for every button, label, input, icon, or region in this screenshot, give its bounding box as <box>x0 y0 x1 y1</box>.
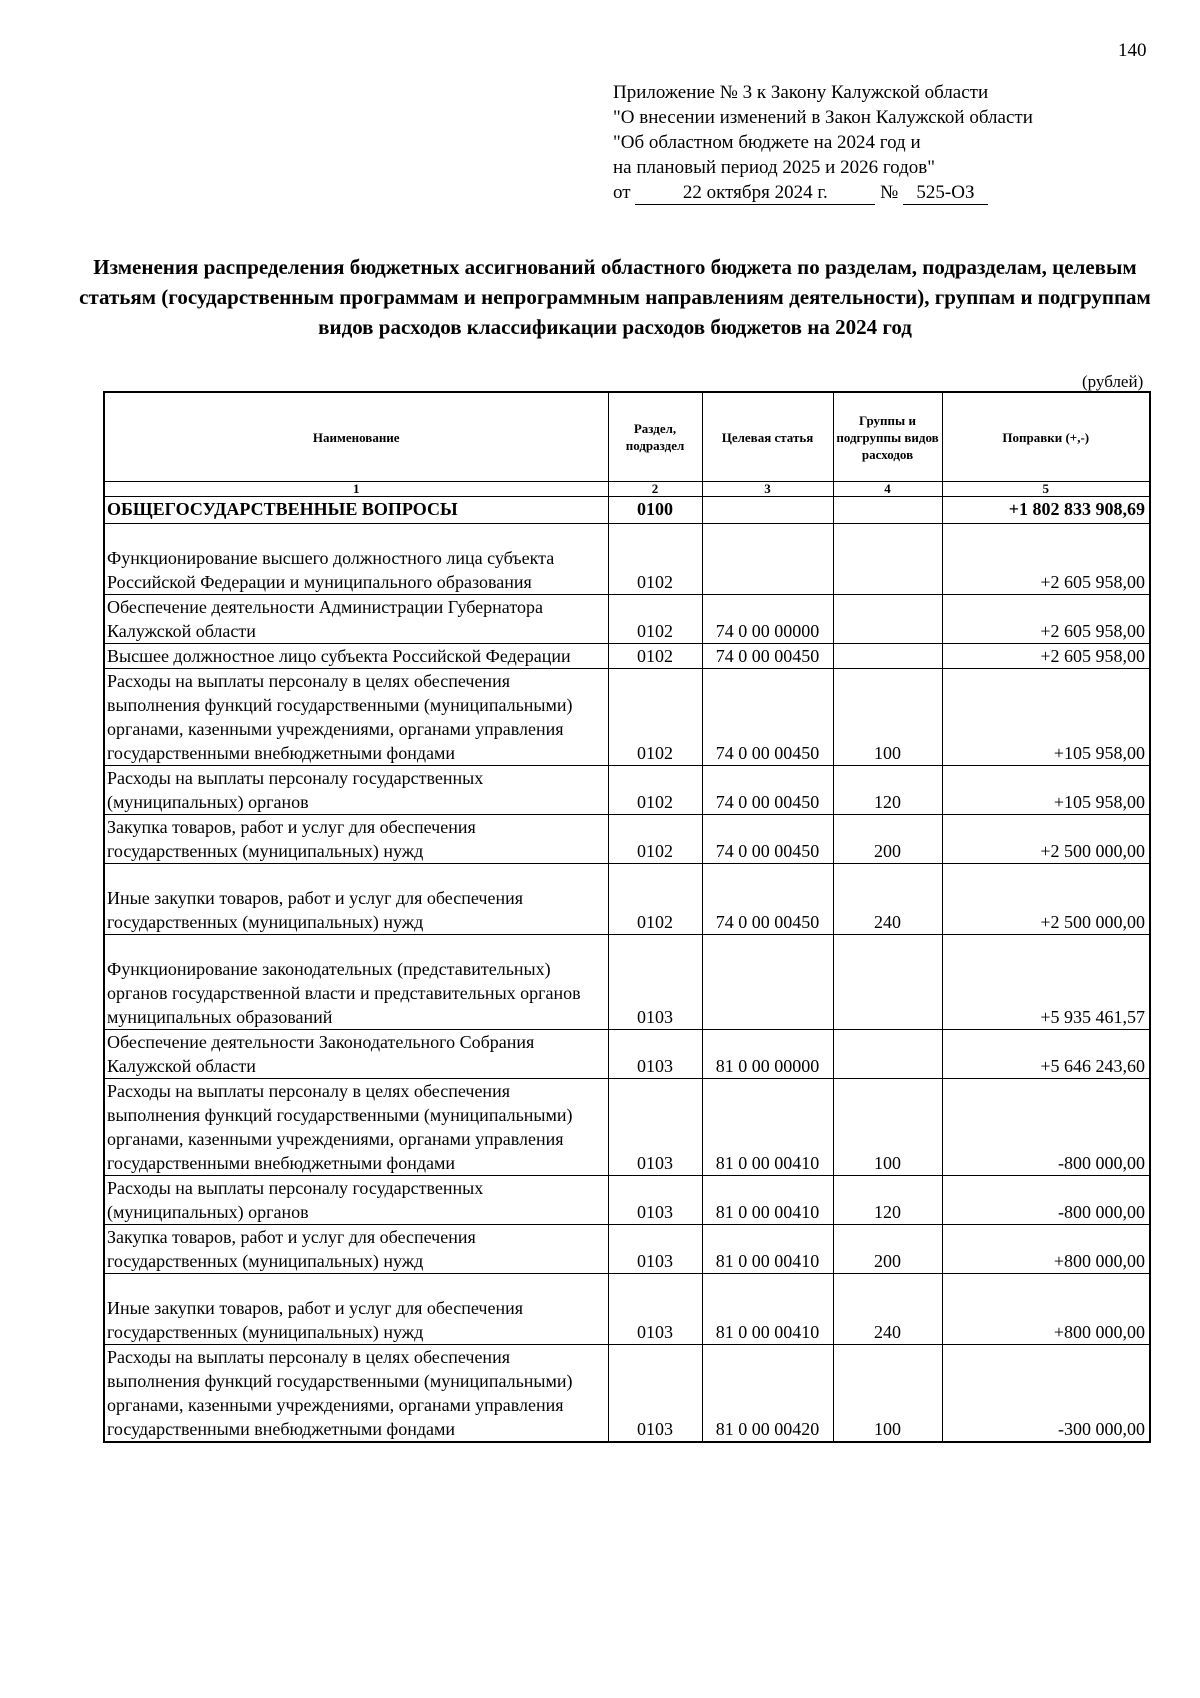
cell-group: 100 <box>833 669 942 766</box>
table-row <box>104 935 1150 1030</box>
cell-amount: -800 000,00 <box>942 1079 1150 1176</box>
date-prefix: от <box>613 182 631 203</box>
cell-section: 0103 <box>608 935 702 1030</box>
cell-article: 74 0 00 00450 <box>702 766 833 815</box>
appendix-line: "О внесении изменений в Закон Калужской области <box>613 107 1033 128</box>
table-row <box>104 524 1150 595</box>
cell-amount: -800 000,00 <box>942 1176 1150 1225</box>
appendix-line: "Об областном бюджете на 2024 год и <box>613 132 921 153</box>
cell-group: 200 <box>833 1225 942 1274</box>
cell-section: 0103 <box>608 1176 702 1225</box>
table-row <box>104 1030 1150 1079</box>
cell-group <box>833 595 942 644</box>
header-name: Наименование <box>104 392 608 482</box>
cell-article: 81 0 00 00410 <box>702 1079 833 1176</box>
cell-amount: +105 958,00 <box>942 669 1150 766</box>
cell-amount: +800 000,00 <box>942 1225 1150 1274</box>
appendix-line: на плановый период 2025 и 2026 годов" <box>613 157 935 178</box>
cell-section: 0103 <box>608 1345 702 1443</box>
table-row <box>104 1079 1150 1176</box>
header-group: Группы и подгруппы видов расходов <box>833 392 942 482</box>
cell-section: 0103 <box>608 1030 702 1079</box>
law-date: 22 октября 2024 г. <box>635 182 875 205</box>
cell-name: Высшее должностное лицо субъекта Российской Федерации <box>104 644 608 669</box>
cell-amount: +2 605 958,00 <box>942 595 1150 644</box>
cell-article: 81 0 00 00410 <box>702 1176 833 1225</box>
table-header-row <box>104 392 1150 482</box>
law-number: 525-ОЗ <box>903 182 988 205</box>
cell-amount: +5 935 461,57 <box>942 935 1150 1030</box>
cell-section: 0103 <box>608 1225 702 1274</box>
cell-name: ОБЩЕГОСУДАРСТВЕННЫЕ ВОПРОСЫ <box>104 497 608 524</box>
appendix-header <box>613 80 1033 205</box>
cell-article: 74 0 00 00450 <box>702 815 833 864</box>
column-numbers-row <box>104 482 1150 497</box>
cell-article: 81 0 00 00410 <box>702 1225 833 1274</box>
cell-amount: +2 605 958,00 <box>942 644 1150 669</box>
cell-section: 0102 <box>608 644 702 669</box>
table-row <box>104 644 1150 669</box>
cell-group <box>833 1030 942 1079</box>
cell-group <box>833 497 942 524</box>
cell-name: Расходы на выплаты персоналу в целях обеспечения выполнения функций государственными (муниципальными) органами, казенными учреждениями, органами управления государственными внебюджетными фондами <box>104 1079 608 1176</box>
cell-name: Расходы на выплаты персоналу государственных (муниципальных) органов <box>104 766 608 815</box>
table-body <box>104 497 1150 1443</box>
column-number: 5 <box>942 482 1150 497</box>
cell-article: 74 0 00 00450 <box>702 644 833 669</box>
cell-amount: +105 958,00 <box>942 766 1150 815</box>
table-row <box>104 1225 1150 1274</box>
cell-name: Иные закупки товаров, работ и услуг для обеспечения государственных (муниципальных) нужд <box>104 864 608 935</box>
cell-section: 0102 <box>608 524 702 595</box>
table-row <box>104 864 1150 935</box>
cell-section: 0102 <box>608 669 702 766</box>
cell-name: Закупка товаров, работ и услуг для обеспечения государственных (муниципальных) нужд <box>104 815 608 864</box>
column-number: 3 <box>702 482 833 497</box>
cell-name: Функционирование высшего должностного лица субъекта Российской Федерации и муниципального образования <box>104 524 608 595</box>
budget-table <box>103 391 1151 1443</box>
table-row <box>104 669 1150 766</box>
number-prefix: № <box>880 182 899 203</box>
column-number: 4 <box>833 482 942 497</box>
cell-group <box>833 935 942 1030</box>
cell-section: 0102 <box>608 864 702 935</box>
table-row <box>104 1176 1150 1225</box>
cell-amount: +5 646 243,60 <box>942 1030 1150 1079</box>
cell-name: Обеспечение деятельности Законодательного Собрания Калужской области <box>104 1030 608 1079</box>
appendix-date-line <box>613 180 1033 205</box>
cell-article: 81 0 00 00000 <box>702 1030 833 1079</box>
cell-section: 0100 <box>608 497 702 524</box>
cell-section: 0103 <box>608 1079 702 1176</box>
document-title: Изменения распределения бюджетных ассигнований областного бюджета по разделам, подразделам, целевым статьям (государственным программам и непрограммным направлениям деятельности), группам и подгруппам видов расходов классификации расходов бюджетов на 2024 год <box>79 255 1151 339</box>
cell-amount: +2 500 000,00 <box>942 815 1150 864</box>
cell-article: 81 0 00 00420 <box>702 1345 833 1443</box>
page-number: 140 <box>1118 40 1147 61</box>
cell-name: Расходы на выплаты персоналу в целях обеспечения выполнения функций государственными (муниципальными) органами, казенными учреждениями, органами управления государственными внебюджетными фондами <box>104 1345 608 1443</box>
table-row <box>104 1274 1150 1345</box>
cell-group: 240 <box>833 1274 942 1345</box>
table-row <box>104 595 1150 644</box>
cell-article <box>702 524 833 595</box>
cell-article: 81 0 00 00410 <box>702 1274 833 1345</box>
section-row <box>104 497 1150 524</box>
header-section: Раздел, подраздел <box>608 392 702 482</box>
cell-amount: -300 000,00 <box>942 1345 1150 1443</box>
cell-article: 74 0 00 00450 <box>702 669 833 766</box>
cell-name: Закупка товаров, работ и услуг для обеспечения государственных (муниципальных) нужд <box>104 1225 608 1274</box>
cell-group <box>833 524 942 595</box>
table-row <box>104 1345 1150 1443</box>
cell-group: 100 <box>833 1345 942 1443</box>
cell-group: 120 <box>833 1176 942 1225</box>
cell-article: 74 0 00 00000 <box>702 595 833 644</box>
table-row <box>104 766 1150 815</box>
cell-amount: +2 500 000,00 <box>942 864 1150 935</box>
cell-section: 0102 <box>608 815 702 864</box>
table-row <box>104 815 1150 864</box>
header-amount: Поправки (+,-) <box>942 392 1150 482</box>
column-number: 1 <box>104 482 608 497</box>
cell-group: 100 <box>833 1079 942 1176</box>
cell-name: Расходы на выплаты персоналу государственных (муниципальных) органов <box>104 1176 608 1225</box>
cell-section: 0102 <box>608 595 702 644</box>
cell-amount: +1 802 833 908,69 <box>942 497 1150 524</box>
header-article: Целевая статья <box>702 392 833 482</box>
cell-name: Функционирование законодательных (представительных) органов государственной власти и представительных органов муниципальных образований <box>104 935 608 1030</box>
cell-amount: +2 605 958,00 <box>942 524 1150 595</box>
cell-article <box>702 935 833 1030</box>
cell-group: 200 <box>833 815 942 864</box>
cell-article: 74 0 00 00450 <box>702 864 833 935</box>
cell-amount: +800 000,00 <box>942 1274 1150 1345</box>
cell-group: 120 <box>833 766 942 815</box>
cell-section: 0102 <box>608 766 702 815</box>
cell-section: 0103 <box>608 1274 702 1345</box>
cell-article <box>702 497 833 524</box>
column-number: 2 <box>608 482 702 497</box>
cell-name: Обеспечение деятельности Администрации Губернатора Калужской области <box>104 595 608 644</box>
appendix-line: Приложение № 3 к Закону Калужской области <box>613 82 989 103</box>
units-label: (рублей) <box>1082 372 1144 391</box>
cell-name: Иные закупки товаров, работ и услуг для обеспечения государственных (муниципальных) нужд <box>104 1274 608 1345</box>
cell-group <box>833 644 942 669</box>
cell-name: Расходы на выплаты персоналу в целях обеспечения выполнения функций государственными (муниципальными) органами, казенными учреждениями, органами управления государственными внебюджетными фондами <box>104 669 608 766</box>
cell-group: 240 <box>833 864 942 935</box>
